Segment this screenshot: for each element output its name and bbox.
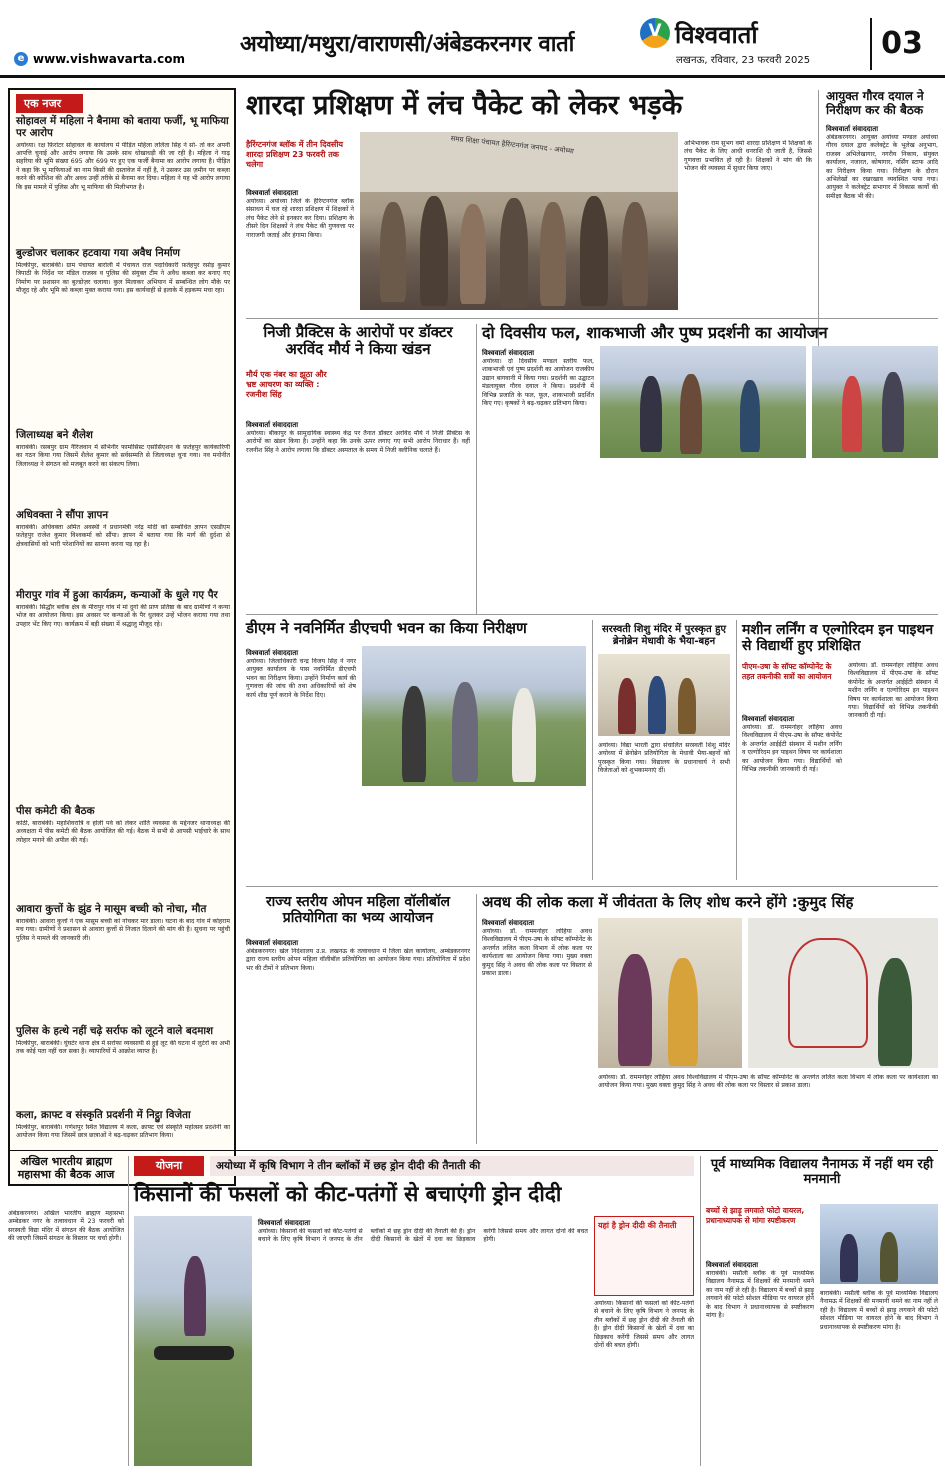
article-headline: अवध की लोक कला में जीवंतता के लिए शोध करने होंगे :कुमुद सिंह (482, 893, 854, 911)
column-rule (736, 620, 737, 880)
brief-headline: जिलाध्यक्ष बने शैलेश (16, 429, 93, 441)
brief-headline: अधिवक्ता ने सौंपा ज्ञापन (16, 509, 109, 521)
person-figure (540, 202, 566, 306)
column-rule (592, 620, 593, 880)
brief-item (16, 590, 230, 794)
article-body: बाराबंकी। मसौली ब्लॉक के पूर्व माध्यमिक विद्यालय नैनामऊ में शिक्षकों की मनमानी थमने का नाम नहीं ले रही है। विद्यालय में बच्चों से झाड़ू लगवाने की फोटो सोशल मीडिया पर वायरल होने के बाद विभाग ने प्रधानाध्यापक से स्पष्टीकरण मांगा है। (706, 1270, 814, 1320)
brief-headline: आवारा कुत्तों के झुंड ने मासूम बच्ची को नोचा, मौत (16, 903, 207, 915)
painting-photo (748, 918, 938, 1068)
person-figure (380, 202, 406, 302)
article-body: अयोध्या। अयोध्या जिले के हैरिंग्टनगंज ब्लॉक संसाधन में चल रहे शारदा प्रशिक्षण में शिक्षकों ने लंच पैकेट लेने से इनकार कर दिया। प्रशिक्षण के तीसरे दिन शिक्षकों ने लंच पैकेट की गुणवत्ता पर नाराजगी जताई और हंगामा किया। (246, 198, 354, 239)
article-headline: आयुक्त गौरव दयाल ने निरीक्षण कर की बैठक (826, 89, 924, 117)
person-figure (880, 1232, 898, 1282)
students-photo (598, 654, 730, 736)
exhibition-photo (600, 346, 806, 458)
article-body: अयोध्या। डॉ. राममनोहर लोहिया अवध विश्वविद्यालय में पीएम-उषा के सॉफ्ट कंपोनेंट के अन्तर्गत आईईटी संस्थान में मशीन लर्निंग व एल्गोरिदम इन पाइथन विषय पर कार्यशाला का आयोजन किया गया। विद्यार्थियों को विभिन्न तकनीकी जानकारी दी गई। (742, 724, 842, 774)
article-body-continued: अयोध्या। डॉ. राममनोहर लोहिया अवध विश्वविद्यालय में पीएम-उषा के सॉफ्ट कॉम्पोनेंट के अन्तर्गत ललित कला विभाग में लोक कला पर कार्यशाला का आयोजन किया गया। मुख्य वक्ता कुमुद सिंह ने अवध की लोक कला पर विस्तार से प्रकाश डाला। (598, 1074, 938, 1090)
person-figure (680, 374, 702, 454)
person-figure (640, 376, 662, 452)
wall-banner: समग्र शिक्षा पंचायत हैरिंग्टनगंज जनपद - अयोध्या (450, 134, 575, 156)
person-figure (678, 678, 696, 734)
article-body-continued: अयोध्या। डॉ. राममनोहर लोहिया अवध विश्वविद्यालय में पीएम-उषा के सॉफ्ट कंपोनेंट के अन्तर्गत आईईटी संस्थान में मशीन लर्निंग व एल्गोरिदम इन पाइथन विषय पर कार्यशाला का आयोजन किया गया। विद्यार्थियों को विभिन्न तकनीकी जानकारी दी गई। (848, 662, 938, 720)
person-figure (460, 204, 486, 304)
folk-art-photo (598, 918, 742, 1068)
article-headline: अखिल भारतीय ब्राह्मण महासभा की बैठक आज (17, 1155, 115, 1181)
person-figure (842, 376, 862, 452)
person-figure (512, 688, 536, 782)
person-figure (580, 196, 608, 306)
brief-headline: पुलिस के हत्थे नहीं चढ़े सर्राफ को लूटने वाले बदमाश (16, 1025, 214, 1037)
person-figure (648, 676, 666, 734)
person-figure (618, 678, 636, 734)
pull-quote: मौर्य एक नंबर का झूठा और भ्रष्ट आचरण का व्यक्ति : रजनीश सिंह (246, 370, 327, 399)
article-body: अंबेडकरनगर। खेल निदेशालय उ.प्र. लखनऊ के तत्वावधान में जिला खेल कार्यालय, अम्बेडकरनगर द्वारा राज्य स्तरीय ओपन महिला वॉलीबॉल प्रतियोगिता का आयोजन किया गया। प्रतियोगिता में प्रदेश भर की टीमों ने प्रतिभाग किया। (246, 948, 470, 972)
brand-name: विश्ववार्ता (675, 21, 758, 49)
person-figure (840, 1234, 858, 1282)
column-rule (818, 90, 819, 390)
article-headline: पूर्व माध्यमिक विद्यालय नैनामऊ में नहीं थम रही मनमानी (710, 1157, 934, 1187)
brief-item (16, 430, 230, 506)
column-rule (476, 894, 477, 1144)
article-byline: विश्ववार्ता संवाददाता (246, 189, 299, 197)
article-body: अभिभावक राम सुभग वर्मा शारदा प्रशिक्षण में शिक्षकों के लंच पैकेट के लिए आधी धनराशि दी जाती है, जिससे गुणवत्ता प्रभावित हो रही है। शिक्षकों ने मांग की कि भोजन की व्यवस्था में सुधार किया जाए। (684, 140, 812, 173)
info-box (594, 1216, 694, 1296)
article-headline: डीएम ने नवनिर्मित डीएचपी भवन का किया निरीक्षण (246, 619, 527, 637)
section-rule (246, 318, 938, 319)
article-headline: शारदा प्रशिक्षण में लंच पैकेट को लेकर भड़के (246, 90, 683, 121)
section-rule (246, 886, 938, 887)
article-body: अयोध्या। दो दिवसीय मण्डल स्तरीय फल, शाकभाजी एवं पुष्प प्रदर्शनी का आयोजन राजकीय उद्यान बागवानी में किया गया। प्रदर्शनी का उद्घाटन मंडलायुक्त गौरव दयाल ने किया। प्रदर्शनी में विभिन्न प्रजाति के फल, फूल, शाकभाजी प्रदर्शित किए गए। कृषकों ने बढ़-चढ़कर प्रतिभाग किया। (482, 358, 594, 408)
brief-body: कोठी, बाराबंकी। महाशिवरात्रि व होली पर्व को लेकर शांति व्यवस्था के मद्देनजर थानाध्यक्ष की अध्यक्षता में पीस कमेटी की बैठक आयोजित की गई। बैठक में सभी से आपसी भाईचारे के साथ त्योहार मनाने की अपील की गई। (16, 819, 230, 844)
scheme-tag: योजना (134, 1156, 204, 1176)
person-figure (740, 380, 760, 452)
article-byline: विश्ववार्ता संवाददाता (706, 1261, 759, 1269)
person-figure (618, 954, 652, 1066)
masthead (0, 0, 945, 78)
column-rule (128, 1156, 129, 1466)
article-headline: मशीन लर्निंग व एल्गोरिदम इन पाइथन से विद्यार्थी हुए प्रशिक्षित (742, 622, 934, 655)
person-figure (622, 202, 648, 306)
person-figure (668, 958, 698, 1066)
brief-body: बाराबंकी। अधिवक्ता अमित अवस्थी ने प्रधानमंत्री नरेंद्र मोदी को सम्बोधित ज्ञापन एसडीएम फ़तेहपुर राजेश कुमार विश्वकर्मा को सौंपा। ज्ञापन में बताया गया कि मार्ग की दुर्दशा से क्षेत्रवासियों को भारी परेशानियों का सामना करना पड़ रहा है। (16, 523, 230, 548)
article-byline: विश्ववार्ता संवाददाता (246, 939, 299, 947)
article-byline: विश्ववार्ता संवाददाता (482, 919, 535, 927)
brief-item (16, 904, 230, 1028)
section-tag: एक नजर (16, 94, 83, 113)
drone-photo (134, 1216, 252, 1466)
article-body: अयोध्या। बीकापुर के सामुदायिक स्वास्थ्य केंद्र पर तैनात डॉक्टर अरविंद मौर्य ने निजी प्रैक्टिस के आरोपों का खंडन किया है। उन्होंने कहा कि उनके ऊपर लगाए गए सभी आरोप निराधार हैं। वहीं रजनीश सिंह ने आरोप लगाया कि डॉक्टर अस्पताल के समय में निजी क्लीनिक चलाते हैं। (246, 430, 470, 454)
ek-nazar-column (8, 88, 236, 1186)
article-headline: दो दिवसीय फल, शाकभाजी और पुष्प प्रदर्शनी का आयोजन (482, 323, 828, 342)
brief-item (16, 510, 230, 592)
brief-body: मिल्कीपुर, बाराबंकी। ग्राम पंचायत बारोली में पंचायत राज पदाधिकारी फ़तेहपुर रसोड़ कुमार त्रिपाठी के निर्देश पर मंडिल राजस्व व पुलिस की संयुक्त टीम ने अवैध कब्जा कर बनाए गए निर्माण पर प्रशासन का बुल्डोज़र चलाया। कुल मिलाकर अभियान में सम्बन्धित लोग मौके पर मौजूद रहे और भूमि को कब्ज़ा मुक्त कराया गया। इस कार्यवाही से इलाके में हड़कम्प मचा रहा। (16, 261, 230, 295)
folk-painting-figure (788, 938, 868, 1048)
article-body: अंबेडकरनगर। आयुक्त अयोध्या मण्डल अयोध्या गौरव दयाल द्वारा कलेक्ट्रेट के भूलेख अनुभाग, राजस्व अभिलेखागार, नगरीय निकाय, संयुक्त कार्यालय, नजारत, कोषागार, नर्सिंग स्टाफ आदि का निरीक्षण किया गया। निरीक्षण के दौरान अभिलेखों का रखरखाव व्यवस्थित पाया गया। आयुक्त ने कलेक्ट्रेट सभागार में विकास कार्यों की समीक्षा बैठक भी की। (826, 134, 938, 200)
brief-headline: कला, क्राफ्ट व संस्कृति प्रदर्शनी में निट्ठुा विजेता (16, 1109, 191, 1121)
column-rule (700, 1156, 701, 1466)
article-deck: बच्चों से झाड़ू लगवाते फोटो वायरल, प्रधानाध्यापक से मांगा स्पष्टीकरण (706, 1206, 805, 1225)
brand-logo-icon (640, 18, 670, 48)
edition-title: अयोध्या/मथुरा/वाराणसी/अंबेडकरनगर वार्ता (240, 32, 575, 57)
article-headline: निजी प्रैक्टिस के आरोपों पर डॉक्टर अरविंद मौर्य ने किया खंडन (263, 323, 453, 359)
brief-item (16, 806, 230, 904)
article-deck: पीएम-उषा के सॉफ्ट कॉम्पोनेंट के तहत तकनीकी सत्रों का आयोजन (742, 662, 832, 681)
brief-body: बाराबंकी। आवारा कुत्तों ने एक मासूम बच्ची को नोचकर मार डाला। घटना के बाद गांव में कोहराम मच गया। ग्रामीणों ने प्रशासन से आवारा कुत्तों से निजात दिलाने की मांग की है। सूचना पर पहुंची पुलिस ने मामले की जानकारी ली। (16, 917, 230, 942)
article-kicker: अयोध्या में कृषि विभाग ने तीन ब्लॉकों में छह ड्रोन दीदी की तैनाती की (210, 1156, 694, 1176)
article-byline: विश्ववार्ता संवाददाता (826, 125, 879, 133)
article-byline: विश्ववार्ता संवाददाता (246, 649, 299, 657)
protest-photo (360, 132, 678, 310)
brief-body: मिल्कीपुर, बाराबंकी। घुंघटेर थाना क्षेत्र में सर्राफा व्यवसायी से हुई लूट की घटना में लुटेरों का अभी तक कोई पता नहीं चल सका है। व्यापारियों में आक्रोश व्याप्त है। (16, 1039, 230, 1056)
article-body: अयोध्या। विद्या भारती द्वारा संचालित सरस्वती शिशु मंदिर अयोध्या में ब्रेनोब्रेन प्रतियोगिता के मेधावी भैया-बहनों को पुरस्कृत किया गया। विद्यालय के प्रधानाचार्य ने सभी विजेताओं को शुभकामनाएं दीं। (598, 742, 730, 775)
column-rule (476, 324, 477, 614)
section-rule (8, 1150, 938, 1151)
person-figure (184, 1256, 206, 1336)
stall-photo (812, 346, 938, 458)
section-rule (246, 614, 938, 615)
brief-body: बाराबंकी। रसबपुर ग्राम नैरिजवान में संभिनीर फार्मासिस्ट एसोसिएशन के फ़तेहपुर कार्यकारिणी का गठन किया गया जिसमें शैलेश कुमार को सर्वसम्मति से जिलाध्यक्ष चुना गया। नव मनोनीत जिलाध्यक्ष ने संगठन को मजबूत करने का संकल्प लिया। (16, 443, 230, 468)
person-figure (452, 682, 478, 782)
article-headline: किसानों की फसलों को कीट-पतंगों से बचाएंगी ड्रोन दीदी (134, 1182, 562, 1206)
brief-headline: सोहावल में महिला ने बैनामा को बताया फर्जी, भू माफिया पर आरोप (16, 115, 229, 139)
globe-icon: e (14, 52, 28, 66)
info-box-title: यहां है ड्रोन दीदी की तैनाती (598, 1221, 677, 1230)
person-figure (882, 372, 904, 452)
dateline: लखनऊ, रविवार, 23 फरवरी 2025 (676, 55, 811, 66)
article-body-continued: बाराबंकी। मसौली ब्लॉक के पूर्व माध्यमिक विद्यालय नैनामऊ में शिक्षकों की मनमानी थमने का नाम नहीं ले रही है। विद्यालय में बच्चों से झाड़ू लगवाने की फोटो सोशल मीडिया पर वायरल होने के बाद विभाग ने प्रधानाध्यापक से स्पष्टीकरण मांगा है। (820, 1290, 938, 1331)
article-byline: विश्ववार्ता संवाददाता (482, 349, 535, 357)
article-byline: विश्ववार्ता संवाददाता (246, 421, 299, 429)
brief-item (16, 116, 230, 242)
brief-headline: पीस कमेटी की बैठक (16, 805, 95, 817)
article-body: अंबेडकरनगर। अखिल भारतीय ब्राह्मण महासभा अम्बेडकर नगर के तत्वावधान में 23 फरवरी को सरस्वती विद्या मंदिर में संगठन की बैठक आयोजित की जाएगी जिसमें संगठन के विस्तार पर चर्चा होगी। (8, 1210, 124, 1243)
article-deck: हैरिंग्टनगंज ब्लॉक में तीन दिवसीय शारदा प्रशिक्षण 23 फरवरी तक चलेगा (246, 140, 344, 169)
website-text: www.vishwavarta.com (33, 52, 185, 66)
brief-item (16, 248, 230, 402)
brief-headline: बुल्डोजर चलाकर हटवाया गया अवैध निर्माण (16, 247, 180, 259)
brief-body: अयोध्या। रक्ष फ़िरांटर सोहावल के कार्यालय में पीड़ित महिला ललिता सिंह ने सो- तो कर अपनी आपत्ति चुनाई और आरोप लगाया कि उसके साथ धोखाधड़ी की जा रही है। महिला ने गाढ़ सहरिया की भूमि संख्या 695 और 699 पर हुए एक फर्जी बैनामा का आरोप लगाया है। पीड़ित ने कहा कि भू माफियाओं का नाम किसी की दस्तावेज में नहीं है, ने उसकर उस ज़मीन पर कब्ज़ा करने की कोशिश की और अवध उन्हीं तरीके से बैनामा कर दिया। महिला ने यह भी आरोप लगाया कि इस मामले में पुलिस और भू माफिया की मिलीभगत है। (16, 141, 230, 191)
article-body: अयोध्या। जिलाधिकारी चन्द्र विजय सिंह ने नगर आयुक्त कार्यालय के पास नवनिर्मित डीएचपी भवन का निरीक्षण किया। उन्होंने निर्माण कार्य की गुणवत्ता की जांच की तथा अधिकारियों को शेष कार्य शीघ्र पूर्ण कराने के निर्देश दिए। (246, 658, 356, 699)
article-headline: सरस्वती शिशु मंदिर में पुरस्कृत हुए ब्रेनोब्रेन मेधावी के भैया-बहन (601, 624, 727, 647)
drone-body (154, 1346, 234, 1360)
inspection-photo (362, 646, 586, 786)
school-photo (820, 1204, 938, 1284)
article-headline: राज्य स्तरीय ओपन महिला वॉलीबॉल प्रतियोगिता का भव्य आयोजन (265, 894, 451, 927)
article-body: अयोध्या। किसानों की फसलों को कीट-पतंगों से बचाने के लिए कृषि विभाग ने जनपद के तीन ब्लॉकों में छह ड्रोन दीदी की तैनाती की है। ड्रोन दीदी किसानों के खेतों में दवा का छिड़काव करेंगी जिससे समय और लागत दोनों की बचत होगी। (258, 1228, 588, 1244)
brief-item (16, 1026, 230, 1108)
website-link[interactable] (14, 52, 185, 66)
person-figure (420, 196, 448, 306)
page-number: 03 (870, 18, 932, 70)
article-byline: विश्ववार्ता संवाददाता (258, 1219, 311, 1227)
person-figure (878, 958, 912, 1066)
article-body-continued: अयोध्या। किसानों की फसलों को कीट-पतंगों से बचाने के लिए कृषि विभाग ने जनपद के तीन ब्लॉकों में छह ड्रोन दीदी की तैनाती की है। ड्रोन दीदी किसानों के खेतों में दवा का छिड़काव करेंगी जिससे समय और लागत दोनों की बचत होगी। (594, 1300, 694, 1350)
article-byline: विश्ववार्ता संवाददाता (742, 715, 795, 723)
brief-headline: मीरापुर गांव में हुआ कार्यक्रम, कन्याओं के धुले गए पैर (16, 589, 218, 601)
brief-body: बाराबंकी। सिद्धौर ब्लॉक क्षेत्र के मीरापुर गांव में मां दुर्गा की प्राण प्रतिष्ठा के बाद ग्रामीणों ने कन्या भोज का आयोजन किया। इस अवसर पर कन्याओं के पैर धुलकर उन्हें भोजन कराया गया तथा उपहार भेंट किए गए। कार्यक्रम में बड़ी संख्या में श्रद्धालु मौजूद रहे। (16, 603, 230, 628)
brief-body: मिल्कीपुर, बाराबंकी। गणेशपुर स्थित विद्यालय में कला, क्राफ्ट एवं संस्कृति महोत्सव प्रदर्शनी का आयोजन किया गया जिसमें छात्र छात्राओं ने बढ़-चढ़कर प्रतिभाग किया। (16, 1123, 230, 1140)
article-body: अयोध्या। डॉ. राममनोहर लोहिया अवध विश्वविद्यालय में पीएम-उषा के सॉफ्ट कॉम्पोनेंट के अन्तर्गत ललित कला विभाग में लोक कला पर कार्यशाला का आयोजन किया गया। मुख्य वक्ता कुमुद सिंह ने अवध की लोक कला पर विस्तार से प्रकाश डाला। (482, 928, 592, 978)
person-figure (402, 686, 426, 782)
person-figure (500, 198, 528, 308)
